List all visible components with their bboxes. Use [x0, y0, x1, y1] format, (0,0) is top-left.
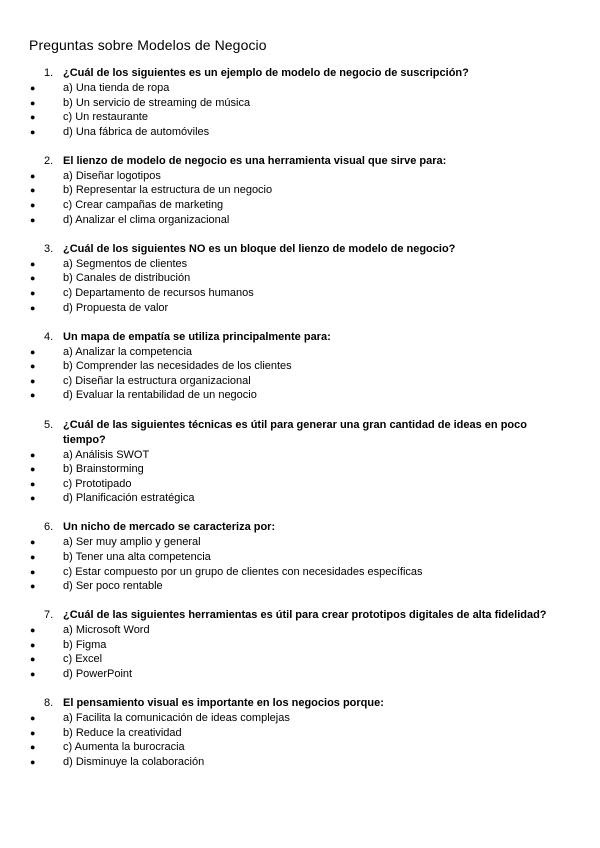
bullet-icon: ●	[30, 756, 36, 767]
option-label: d) Evaluar la rentabilidad de un negocio	[63, 389, 257, 402]
option-label: d) Propuesta de valor	[63, 301, 169, 314]
option-label: d) Una fábrica de automóviles	[63, 125, 210, 138]
question-label: ¿Cuál de las siguientes herramientas es útil para crear prototipos digitales de alta fidelidad?	[63, 609, 547, 622]
question-item-4	[0, 330, 600, 403]
question-number: 6.	[44, 521, 54, 534]
option-label: a) Segmentos de clientes	[63, 257, 188, 270]
bullet-icon: ●	[30, 258, 36, 269]
bullet-icon: ●	[30, 654, 36, 665]
option-list	[0, 345, 600, 403]
answer-option-6-c	[0, 565, 600, 580]
question-number: 4.	[44, 330, 54, 343]
question-number: 5.	[44, 418, 54, 431]
option-label: c) Diseñar la estructura organizacional	[63, 374, 251, 387]
option-label: b) Tener una alta competencia	[63, 550, 211, 563]
bullet-icon: ●	[30, 625, 36, 636]
bullet-icon: ●	[30, 200, 36, 211]
bullet-icon: ●	[30, 464, 36, 475]
answer-option-1-a	[0, 81, 600, 96]
question-item-8	[0, 696, 600, 769]
question-text	[0, 330, 600, 345]
question-item-1	[0, 66, 600, 139]
answer-option-6-a	[0, 535, 600, 550]
question-number: 1.	[44, 67, 54, 79]
answer-option-2-c	[0, 198, 600, 213]
question-text	[0, 608, 600, 623]
option-list	[0, 711, 600, 769]
answer-option-3-a	[0, 257, 600, 272]
option-list	[0, 169, 600, 227]
answer-option-4-a	[0, 345, 600, 360]
option-label: c) Estar compuesto por un grupo de clientes con necesidades específicas	[63, 565, 423, 578]
answer-option-1-c	[0, 110, 600, 125]
answer-option-1-d	[0, 125, 600, 140]
bullet-icon: ●	[30, 170, 36, 181]
option-label: a) Ser muy amplio y general	[63, 536, 201, 549]
question-text	[0, 418, 600, 448]
question-label: Un mapa de empatía se utiliza principalmente para:	[63, 330, 331, 343]
bullet-icon: ●	[30, 287, 36, 298]
answer-option-4-c	[0, 374, 600, 389]
answer-option-6-b	[0, 550, 600, 565]
option-label: c) Crear campañas de marketing	[63, 199, 224, 212]
question-number: 7.	[44, 609, 54, 622]
question-label: El lienzo de modelo de negocio es una herramienta visual que sirve para:	[63, 154, 447, 167]
bullet-icon: ●	[30, 742, 36, 753]
answer-option-5-b	[0, 462, 600, 477]
question-label: El pensamiento visual es importante en los negocios porque:	[63, 697, 384, 710]
option-label: a) Microsoft Word	[63, 624, 150, 637]
answer-option-8-a	[0, 711, 600, 726]
option-list	[0, 257, 600, 315]
bullet-icon: ●	[30, 214, 36, 225]
question-label: ¿Cuál de los siguientes es un ejemplo de modelo de negocio de suscripción?	[63, 67, 469, 79]
question-text	[0, 696, 600, 711]
bullet-icon: ●	[30, 493, 36, 504]
option-label: c) Departamento de recursos humanos	[63, 286, 254, 299]
option-label: d) Disminuye la colaboración	[63, 755, 205, 768]
bullet-icon: ●	[30, 449, 36, 460]
answer-option-2-d	[0, 213, 600, 228]
option-label: b) Brainstorming	[63, 463, 144, 476]
bullet-icon: ●	[30, 581, 36, 592]
option-label: d) Planificación estratégica	[63, 492, 195, 505]
bullet-icon: ●	[30, 273, 36, 284]
answer-option-1-b	[0, 96, 600, 111]
option-label: c) Excel	[63, 653, 103, 666]
question-item-6	[0, 520, 600, 593]
option-label: c) Un restaurante	[63, 111, 148, 124]
question-list	[0, 66, 600, 784]
option-list	[0, 623, 600, 681]
question-text	[0, 66, 600, 81]
answer-option-8-b	[0, 726, 600, 741]
page-title: Preguntas sobre Modelos de Negocio	[29, 37, 267, 53]
bullet-icon: ●	[30, 639, 36, 650]
question-text	[0, 154, 600, 169]
bullet-icon: ●	[30, 551, 36, 562]
option-label: a) Facilita la comunicación de ideas complejas	[63, 712, 290, 725]
bullet-icon: ●	[30, 346, 36, 357]
question-text	[0, 520, 600, 535]
answer-option-7-b	[0, 638, 600, 653]
bullet-icon: ●	[30, 390, 36, 401]
answer-option-7-c	[0, 652, 600, 667]
option-label: b) Comprender las necesidades de los clientes	[63, 360, 292, 373]
bullet-icon: ●	[30, 375, 36, 386]
bullet-icon: ●	[30, 566, 36, 577]
question-label: Un nicho de mercado se caracteriza por:	[63, 521, 276, 534]
question-item-7	[0, 608, 600, 681]
bullet-icon: ●	[30, 361, 36, 372]
option-label: b) Reduce la creatividad	[63, 726, 182, 739]
question-number: 8.	[44, 697, 54, 710]
option-label: a) Análisis SWOT	[63, 448, 150, 461]
option-label: b) Un servicio de streaming de música	[63, 96, 251, 109]
bullet-icon: ●	[30, 97, 36, 108]
option-label: c) Aumenta la burocracia	[63, 741, 185, 754]
answer-option-6-d	[0, 579, 600, 594]
answer-option-5-a	[0, 448, 600, 463]
question-item-2	[0, 154, 600, 227]
answer-option-5-d	[0, 491, 600, 506]
bullet-icon: ●	[30, 727, 36, 738]
bullet-icon: ●	[30, 478, 36, 489]
option-label: b) Figma	[63, 638, 107, 651]
question-text	[0, 242, 600, 257]
bullet-icon: ●	[30, 669, 36, 680]
question-label: ¿Cuál de las siguientes técnicas es útil para generar una gran cantidad de ideas en poco tiempo?	[63, 418, 527, 446]
bullet-icon: ●	[30, 185, 36, 196]
bullet-icon: ●	[30, 83, 36, 93]
answer-option-8-c	[0, 740, 600, 755]
bullet-icon: ●	[30, 112, 36, 123]
option-label: d) Analizar el clima organizacional	[63, 213, 230, 226]
answer-option-3-d	[0, 301, 600, 316]
question-item-5	[0, 418, 600, 506]
option-label: d) PowerPoint	[63, 668, 133, 681]
option-list	[0, 81, 600, 139]
option-list	[0, 535, 600, 593]
answer-option-7-a	[0, 623, 600, 638]
answer-option-7-d	[0, 667, 600, 682]
answer-option-3-c	[0, 286, 600, 301]
option-label: a) Diseñar logotipos	[63, 169, 161, 182]
answer-option-4-d	[0, 388, 600, 403]
bullet-icon: ●	[30, 713, 36, 724]
option-list	[0, 448, 600, 506]
question-item-3	[0, 242, 600, 315]
bullet-icon: ●	[30, 302, 36, 313]
option-label: a) Analizar la competencia	[63, 345, 193, 358]
answer-option-4-b	[0, 359, 600, 374]
question-number: 2.	[44, 154, 54, 167]
question-number: 3.	[44, 242, 54, 255]
option-label: a) Una tienda de ropa	[63, 82, 170, 94]
option-label: b) Representar la estructura de un negocio	[63, 184, 273, 197]
answer-option-3-b	[0, 271, 600, 286]
question-label: ¿Cuál de los siguientes NO es un bloque del lienzo de modelo de negocio?	[63, 242, 456, 255]
option-label: d) Ser poco rentable	[63, 580, 163, 593]
bullet-icon: ●	[30, 537, 36, 548]
option-label: b) Canales de distribución	[63, 272, 191, 285]
answer-option-8-d	[0, 755, 600, 770]
option-label: c) Prototipado	[63, 477, 132, 490]
answer-option-2-a	[0, 169, 600, 184]
answer-option-2-b	[0, 183, 600, 198]
answer-option-5-c	[0, 477, 600, 492]
bullet-icon: ●	[30, 126, 36, 137]
